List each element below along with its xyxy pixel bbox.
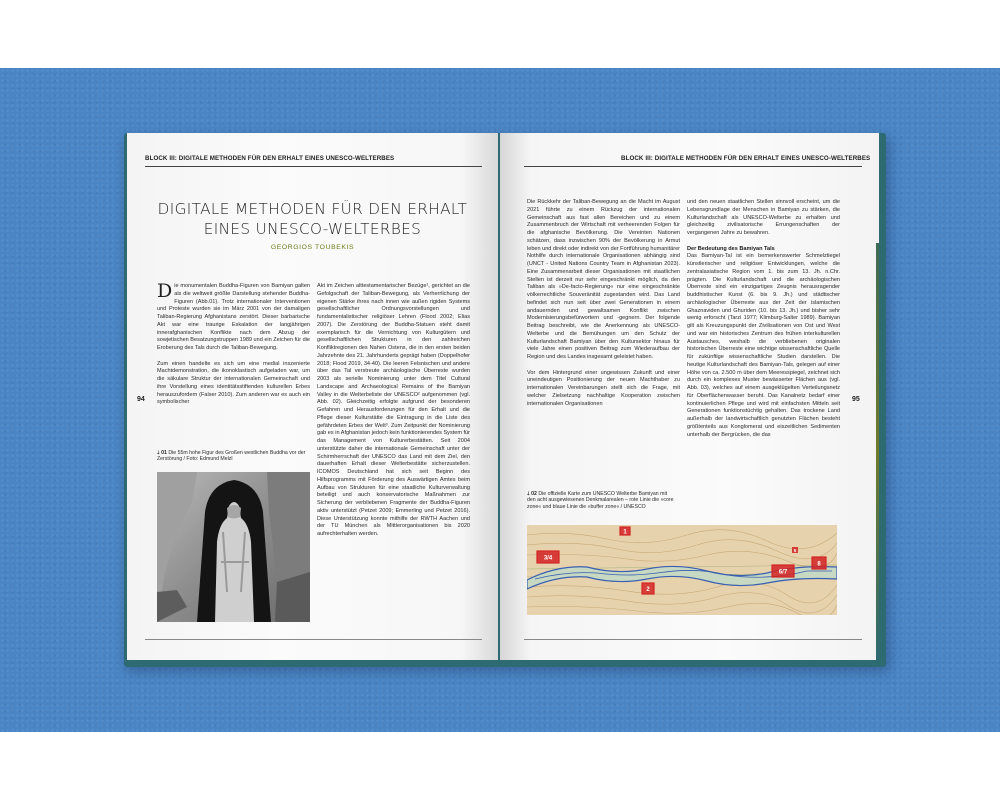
top-margin [0,0,1000,68]
footer-rule-right [524,639,862,640]
unesco-site-map-image [527,525,837,615]
section-subheading: Der Bedeutung des Bamiyan Tals [687,245,775,252]
map-label: 6/7 [778,569,788,576]
paragraph: ie monumentalen Buddha-Figuren von Bamiyan galten als die weltweit größte Darstellung stehender Buddha-Figuren (Abb.01). Trotz internationaler Interventionen und Proteste wurden sie im März 2001 von der damaligen Taliban-Regierung Afghanistans zerstört. Dieser barbarische Akt war eine traurige Eskalation der langjährigen innerafghanischen Konflikte nach dem Abzug der sowjetischen Besatzungstruppen 1989 und ein Zeichen für die Eroberung des Tals durch die Taliban-Bewegung. [157,283,310,351]
caption-text: Die offizielle Karte zum UNESCO Welterbe Bamiyan mit den acht ausgewiesenen Denkmalarealen – rote Linie die »core zone« und blaue Linie die »buffer zone« / UNESCO [527,491,674,510]
figure-caption-02: 🡓 02 Die offizielle Karte zum UNESCO Welterbe Bamiyan mit den acht ausgewiesenen Denkmalarealen – rote Linie die »core zone« und blaue Linie die »buffer zone« / UNESCO [527,491,674,510]
bottom-margin [0,732,1000,800]
paragraph: und den neuen staatlichen Stellen sinnvoll erscheint, um die Lebensgrundlage der Menschen in Bamiyan zu stärken, die Kulturlandschaft als UNESCO-Welterbe zu erhalten und gleichzeitig zivilisatorische Errungenschaften der vergangenen Jahre zu bewahren. [687,199,840,236]
running-header-left: BLOCK III: DIGITALE METHODEN FÜR DEN ERHALT EINES UNESCO-WELTERBES [145,155,395,162]
paragraph: Akt im Zeichen alttestamentarischer Bezüge¹, gerichtet an die Gefolgschaft der Taliban-Bewegung, als Verherrlichung der eigenen Stärke ihres nach innen wie außen rigiden Systems gesellschaftlicher Ordnungsvorstellungen und fundamentalistischer religiöser Lehren (Flood 2002; Elias 2007). Die Zerstörung der Buddha-Statuen steht damit exemplarisch für die Vernichtung von Kulturgütern und gesellschaftlichen Strukturen in den zahlreichen Konfliktregionen des Nahen Ostens, die in den ersten beiden Jahrzehnte des 21. Jahrhunderts geprägt haben (Doppelhofer 2018; Flood 2019, 34-40). Die leeren Felsnischen und andere über das Tal verstreute archäologische Überreste wurden 2003 als serielle Nominierung unter dem Titel Cultural Landscape and Archaeological Remains of the Bamiyan Valley in die Welterbeliste der UNESCO² aufgenommen (vgl. Abb. 02). Gleichzeitig erfolgte aufgrund der besonderen Gefahren und Herausforderungen für den Erhalt und die Pflege dieser Kulturstätte die Eintragung in die Liste des gefährdeten Erbes der Welt³. Zum Zeitpunkt der Nominierung gab es in Afghanistan jedoch kein funktionierendes System für das Management von Kulturerbestätten. Seit 2004 unterstützte daher die internationale Gemeinschaft unter der Schirmherrschaft der UNESCO das Land mit dem Ziel, den dauerhaften Erhalt dieser Welterbestätte sicherzustellen. ICOMOS Deutschland hat sich seit Beginn des Hilfsprogramms mit Förderung des Auswärtigen Amtes beim Aufbau von Strukturen für eine staatliche Kulturverwaltung beteiligt und auch konservatorische Maßnahmen zur Sicherung der verbliebenen Fragmente der Buddha-Figuren aktiv unterstützt (Petzet 2009; Emmerling und Petzet 2016). Diese Unterstützung konnte mithilfe der RWTH Aachen und der TU München als Mittlerorganisationen bis 2020 aufrechterhalten werden. [317,283,470,537]
right-page [500,133,879,660]
map-label: 3/4 [543,555,553,562]
paragraph: Das Bamiyan-Tal ist ein bemerkenswerter Schmelztiegel künstlerischer und religiöser Entwicklungen, welche die zentralasiatische Region vom 1. bis zum 13. Jh. n.Chr. prägten. Die Kulturlandschaft und die archäologischen Überreste sind ein einzigartiges Zeugnis herausragender buddhistischer Kunst (6. bis 9. Jh.) und städtischer archäologischer Überreste aus der Zeit der islamischen Ghaznaviden und Ghuriden (10. bis 13. Jh.) und bisher sehr wenig erforscht (Tarzi 1977; Klimburg-Salter 1989). Bamiyan gilt als Kreuzungspunkt der Zivilisationen von Ost und West und war ein historisches Zentrum des frühen interkulturellen Austausches, weshalb die verbliebenen originalen historischen Überreste eine wichtige wissenschaftliche Quelle für zukünftige wissenschaftliche Studien darstellen. Die heutige Kulturlandschaft des Bamiyan-Tals, gelegen auf einer Höhe von ca. 2.500 m über dem Meeresspiegel, zeichnet sich durch ein komplexes Muster bewässerter Flächen aus (vgl. Abb. 03), welches auf einem ausgeklügelten Verteilungsnetz für Oberflächenwasser beruht. Das Kanalnetz bedarf einer kontinuierlichen Pflege und wird mit einfachsten Mitteln seit Generationen funktionstüchtig gehalten. Das trockene Land außerhalb der landwirtschaftlich genutzten Flächen besteht größtenteils aus Konglomerat und eiszeitlichen Sedimenten unterhalb der Bergrücken, die das [687,253,840,438]
paragraph: Vor dem Hintergrund einer ungewissen Zukunft und einer uneindeutigen Positionierung der neuen Machthaber zu internationalen Vereinbarungen stellt sich die Frage, mit welcher Zielsetzung nachhaltige Kooperation zwischen internationalen Organisationen [527,369,680,407]
article-author: GEORGIOS TOUBEKIS [270,244,355,251]
dropcap: D [157,280,173,302]
running-header-right: BLOCK III: DIGITALE METHODEN FÜR DEN ERHALT EINES UNESCO-WELTERBES [621,155,871,162]
figure-caption-01: 🡓 01 Die 55m hohe Figur des Großen westlichen Buddha vor der Zerstörung / Foto: Edmund Melzl [157,450,306,463]
map-label: 8 [817,561,821,568]
page-edge-strip [876,243,879,660]
page-number-left: 94 [137,396,145,403]
caption-number: 02 [531,491,537,497]
page-number-right: 95 [852,396,860,403]
paragraph: Zum einen handelte es sich um eine medial inszenierte Machtdemonstration, die ikonoklastisch aufgeladen war, um die säkulare Struktur der internationalen Gemeinschaft und ihre Vorstellung eines identitätsstiftenden kulturellen Erbes herauszufordern (Falser 2010). Zum anderen war es auch ein symbolischer [157,360,310,406]
map-label: 2 [646,587,650,593]
footer-rule-left [145,639,482,640]
header-rule-left [145,166,482,167]
left-page [127,133,498,660]
right-column-1 [527,199,680,408]
right-column-2 [687,199,840,439]
caption-number: 01 [161,450,167,456]
buddha-photo [157,472,310,622]
article-title: DIGITALE METHODEN FÜR DEN ERHALT EINES UNESCO-WELTERBES [157,200,468,238]
buddha-photo-image [157,472,310,622]
map-label: 1 [623,529,627,536]
header-rule-right [524,166,862,167]
map-label: 5 [793,548,797,553]
paragraph: Die Rückkehr der Taliban-Bewegung an die Macht im August 2021 führte zu einem Rückzug der internationalen Gemeinschaft aus fast allen Bereichen und zu einem Zusammenbruch der Wirtschaft mit verheerenden Folgen für die afghanische Bevölkerung. Die Vereinten Nationen schätzen, dass inzwischen 90% der Bevölkerung in Armut leben und direkt oder indirekt von der Fortführung humanitärer Nothilfe durch internationale Organisationen abhängig sind (UNCT - United Nations Country Team in Afghanistan 2023). Eine Zusammenarbeit dieser Organisationen mit staatlichen Stellen ist derzeit nur sehr eingeschränkt möglich, da den Taliban als »De-facto-Regierung« nur eine eingeschränkte völkerrechtliche Souveränität zugestanden wird. Das Land befindet sich nun seit über zwei Generationen in einem andauernden und gewaltsamen Konflikt zwischen Modernisierungsbefürwortern und -gegnern. Der folgende Beitrag beschreibt, wie die Anerkennung als UNESCO-Welterbe und die Bemühungen um den Schutz der Kulturlandschaft Bamiyan über den Kultursektor hinaus für viele Jahre einen positiven Beitrag zum Wiederaufbau der Region und des Landes insgesamt geleistet haben. [527,199,680,360]
caption-text: Die 55m hohe Figur des Großen westlichen Buddha vor der Zerstörung / Foto: Edmund Melzl [157,450,306,463]
left-column-1 [157,280,310,407]
unesco-site-map [527,525,837,615]
left-column-2 [317,283,470,539]
